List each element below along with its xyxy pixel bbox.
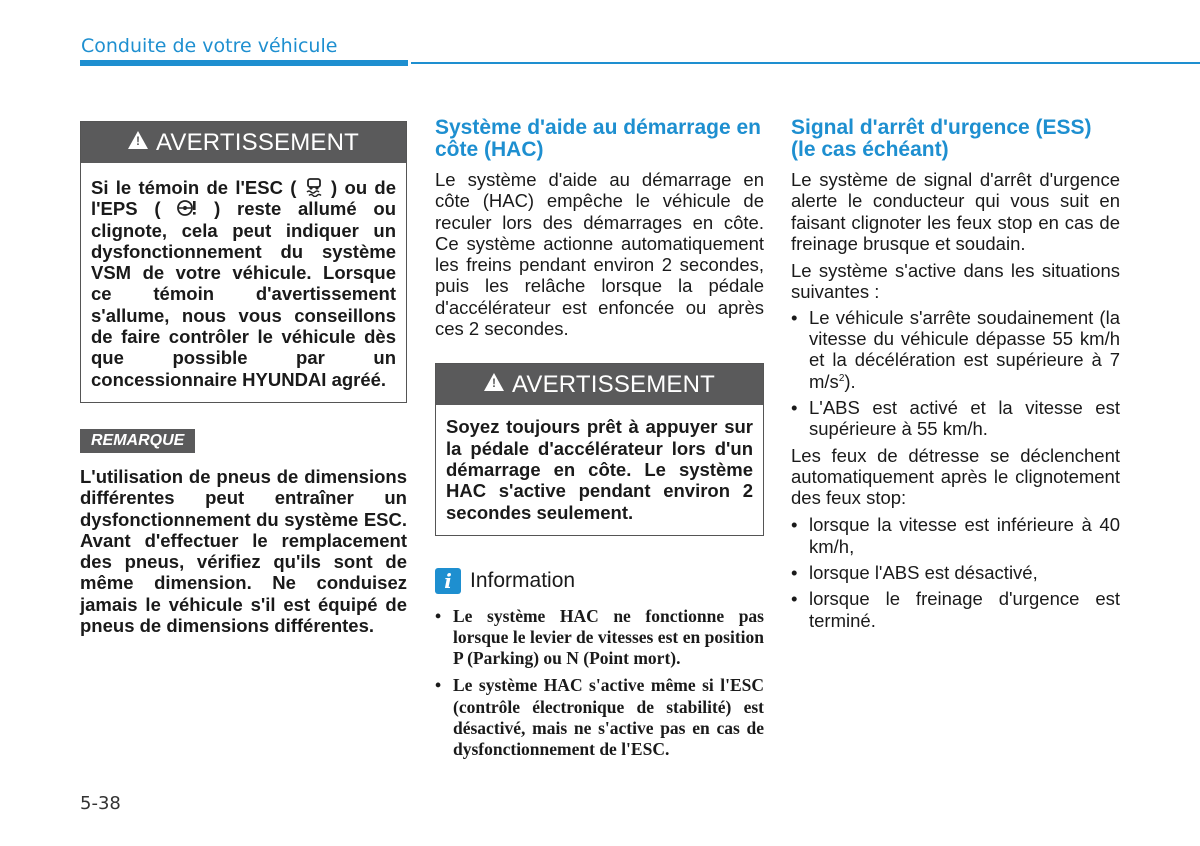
information-header xyxy=(435,568,764,594)
activation-item: • L'ABS est activé et la vitesse est supérieure à 55 km/h. xyxy=(791,397,1120,440)
esc-warning-icon xyxy=(304,177,324,197)
remarque-badge: REMARQUE xyxy=(80,429,195,453)
warning-triangle-icon: ! xyxy=(484,373,504,391)
column-3 xyxy=(791,117,1120,636)
eps-warning-icon xyxy=(177,198,197,218)
information-item: • Le système HAC ne fonctionne pas lorsque le levier de vitesses est en position P (Parking) ou N (Point mort). xyxy=(435,606,764,670)
info-icon: i xyxy=(435,568,461,594)
warning-body: Soyez toujours prêt à appuyer sur la pédale d'accélérateur lors d'un démarrage en côte. Le système HAC s'active pendant environ 2 secondes seulement. xyxy=(446,416,753,523)
ess-paragraph-3: Les feux de détresse se déclenchent automatiquement après le clignotement des feux stop: xyxy=(791,444,1120,509)
information-title: Information xyxy=(470,568,576,592)
hazard-item: • lorsque la vitesse est inférieure à 40 km/h, xyxy=(791,514,1120,557)
hazard-item: • lorsque l'ABS est désactivé, xyxy=(791,562,1120,583)
warning-header xyxy=(436,364,763,405)
warning-header xyxy=(81,122,406,163)
chapter-title: Conduite de votre véhicule xyxy=(81,35,338,57)
ess-paragraph-2: Le système s'active dans les situations suivantes : xyxy=(791,260,1120,303)
ess-activation-list xyxy=(791,307,1120,440)
activation-item: • Le véhicule s'arrête soudainement (la vitesse du véhicule dépasse 55 km/h et la décélération est supérieure à 7 $m/s^2$). xyxy=(791,307,1120,392)
warning-body xyxy=(81,163,406,402)
warning-title: AVERTISSEMENT xyxy=(511,371,716,399)
header-rule-thin xyxy=(411,62,1200,64)
ess-hazard-list xyxy=(791,514,1120,630)
esc-warning-box xyxy=(80,121,407,403)
column-2 xyxy=(435,117,764,766)
ess-section-title: Signal d'arrêt d'urgence (ESS) (le cas échéant) xyxy=(791,116,1092,161)
hac-paragraph: Le système d'aide au démarrage en côte (HAC) empêche le véhicule de reculer lors des démarrages en côte. Ce système actionne automatiquement les freins pendant environ 2 secondes, puis les relâche lorsque la pédale d'accélérateur est enfoncée ou après ces 2 secondes. xyxy=(435,169,764,340)
warning-text-part1: Si le témoin de l'ESC ( xyxy=(91,177,297,198)
warning-text-part2: ) ou de l'EPS ( xyxy=(91,177,397,220)
ess-paragraph-1: Le système de signal d'arrêt d'urgence alerte le conducteur qui vous suit en faisant clignoter les feux stop en cas de freinage brusque et soudain. xyxy=(791,169,1120,254)
hac-section-title: Système d'aide au démarrage en côte (HAC) xyxy=(435,116,761,161)
information-item: • Le système HAC s'active même si l'ESC (contrôle électronique de stabilité) est désactivé, mais ne s'active pas en cas de dysfonctionnement de l'ESC. xyxy=(435,675,764,760)
warning-title: AVERTISSEMENT xyxy=(155,129,360,156)
column-1 xyxy=(80,121,407,636)
warning-text-part3: ) reste allumé ou clignote, cela peut indiquer un dysfonctionnement du système VSM de votre véhicule. Lorsque ce témoin d'avertissement s'allume, nous vous conseillons de faire contrôler le véhicule dès que possible par un concessionnaire HYUNDAI agréé. xyxy=(91,198,396,390)
hac-warning-box xyxy=(435,363,764,535)
header-rule-thick xyxy=(80,60,408,66)
information-list xyxy=(435,606,764,760)
page-number: 5-38 xyxy=(80,793,121,814)
warning-triangle-icon: ! xyxy=(128,131,148,149)
remarque-text: L'utilisation de pneus de dimensions différentes peut entraîner un dysfonctionnement du système ESC. Avant d'effectuer le remplacement des pneus, vérifiez qu'ils sont de même dimension. Ne conduisez jamais le véhicule s'il est équipé de pneus de dimensions différentes. xyxy=(80,465,407,637)
hazard-item: • lorsque le freinage d'urgence est terminé. xyxy=(791,588,1120,631)
